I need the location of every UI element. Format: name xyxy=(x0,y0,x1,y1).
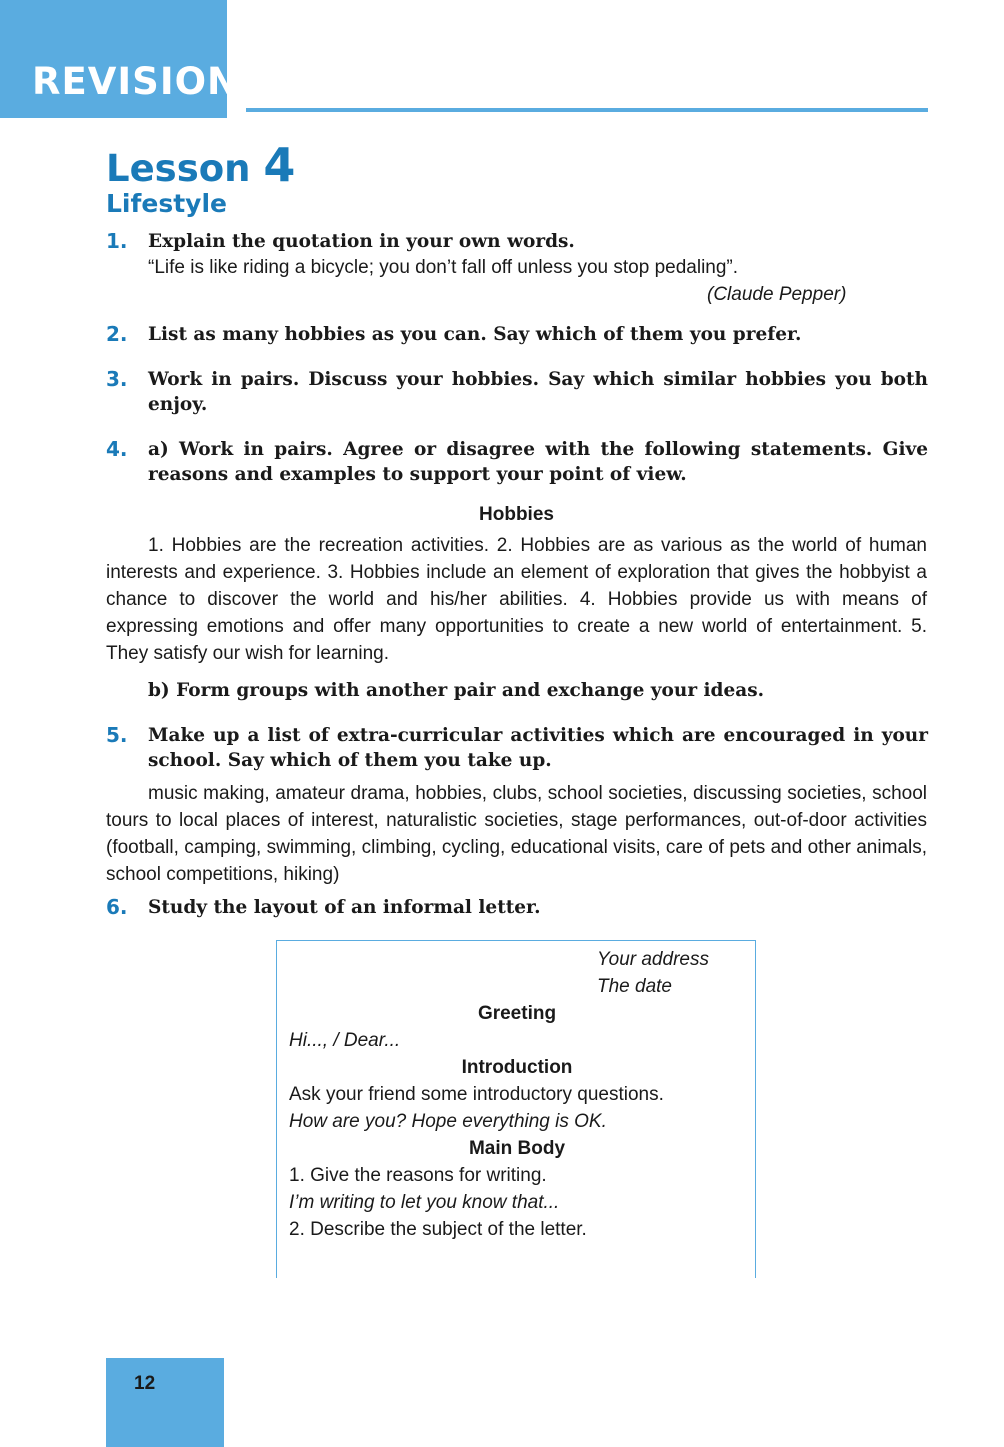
introduction-instruction: Ask your friend some introductory questions. xyxy=(289,1084,664,1105)
exercise-number: 3. xyxy=(106,367,128,391)
lesson-number: 4 xyxy=(263,138,296,192)
exercise-instruction: Make up a list of extra-curricular activities which are encouraged in your school. Say which of them you take up. xyxy=(148,725,928,771)
exercise-number: 6. xyxy=(106,895,128,919)
exercise-instruction: Study the layout of an informal letter. xyxy=(148,897,541,918)
introduction-example: How are you? Hope everything is OK. xyxy=(289,1111,607,1132)
exercise-part-b: b) Form groups with another pair and exchange your ideas. xyxy=(148,680,765,701)
exercise-instruction: a) Work in pairs. Agree or disagree with the following statements. Give reasons and examples to support your point of view. xyxy=(148,439,928,485)
quotation-author: (Claude Pepper) xyxy=(707,284,847,305)
header-divider xyxy=(246,108,928,112)
exercise-number: 1. xyxy=(106,229,128,253)
letter-date: The date xyxy=(597,976,672,997)
quotation-text: “Life is like riding a bicycle; you don’t fall off unless you stop pedaling”. xyxy=(148,257,739,278)
exercise-instruction: List as many hobbies as you can. Say which of them you prefer. xyxy=(148,324,802,345)
main-body-example-1: I’m writing to let you know that... xyxy=(289,1192,560,1213)
section-label: REVISION xyxy=(32,60,240,103)
main-body-heading: Main Body xyxy=(468,1138,566,1159)
page-number: 12 xyxy=(134,1373,156,1394)
introduction-heading: Introduction xyxy=(461,1057,573,1078)
greeting-example: Hi..., / Dear... xyxy=(289,1030,401,1051)
exercise-number: 2. xyxy=(106,322,128,346)
letter-layout-box xyxy=(276,940,756,1278)
lesson-title xyxy=(106,138,295,192)
lesson-topic: Lifestyle xyxy=(106,189,227,218)
activities-list: music making, amateur drama, hobbies, clubs, school societies, discussing societies, school tours to local places of interest, naturalistic societies, stage performances, out-of-door activities (football, camping, swimming, climbing, cycling, educational visits, care of pets and other animals, school competitions, hiking) xyxy=(106,783,927,885)
letter-address: Your address xyxy=(597,949,709,970)
exercise-number: 4. xyxy=(106,437,128,461)
main-body-point-1: 1. Give the reasons for writing. xyxy=(289,1165,547,1186)
main-body-point-2: 2. Describe the subject of the letter. xyxy=(289,1219,587,1240)
exercise-instruction: Work in pairs. Discuss your hobbies. Say which similar hobbies you both enjoy. xyxy=(148,369,928,415)
greeting-heading: Greeting xyxy=(477,1003,557,1024)
hobbies-statements: 1. Hobbies are the recreation activities. 2. Hobbies are as various as the world of human interests and experience. 3. Hobbies include an element of exploration that gives the hobbyist a chance to discover the world and his/her abilities. 4. Hobbies provide us with means of expressing emotions and offer many opportunities to create a new world of entertainment. 5. They satisfy our wish for learning. xyxy=(106,535,927,664)
exercise-instruction: Explain the quotation in your own words. xyxy=(148,231,575,252)
page-number-block xyxy=(106,1358,224,1447)
exercise-number: 5. xyxy=(106,723,128,747)
lesson-word: Lesson xyxy=(106,147,251,190)
hobbies-heading: Hobbies xyxy=(479,504,554,525)
